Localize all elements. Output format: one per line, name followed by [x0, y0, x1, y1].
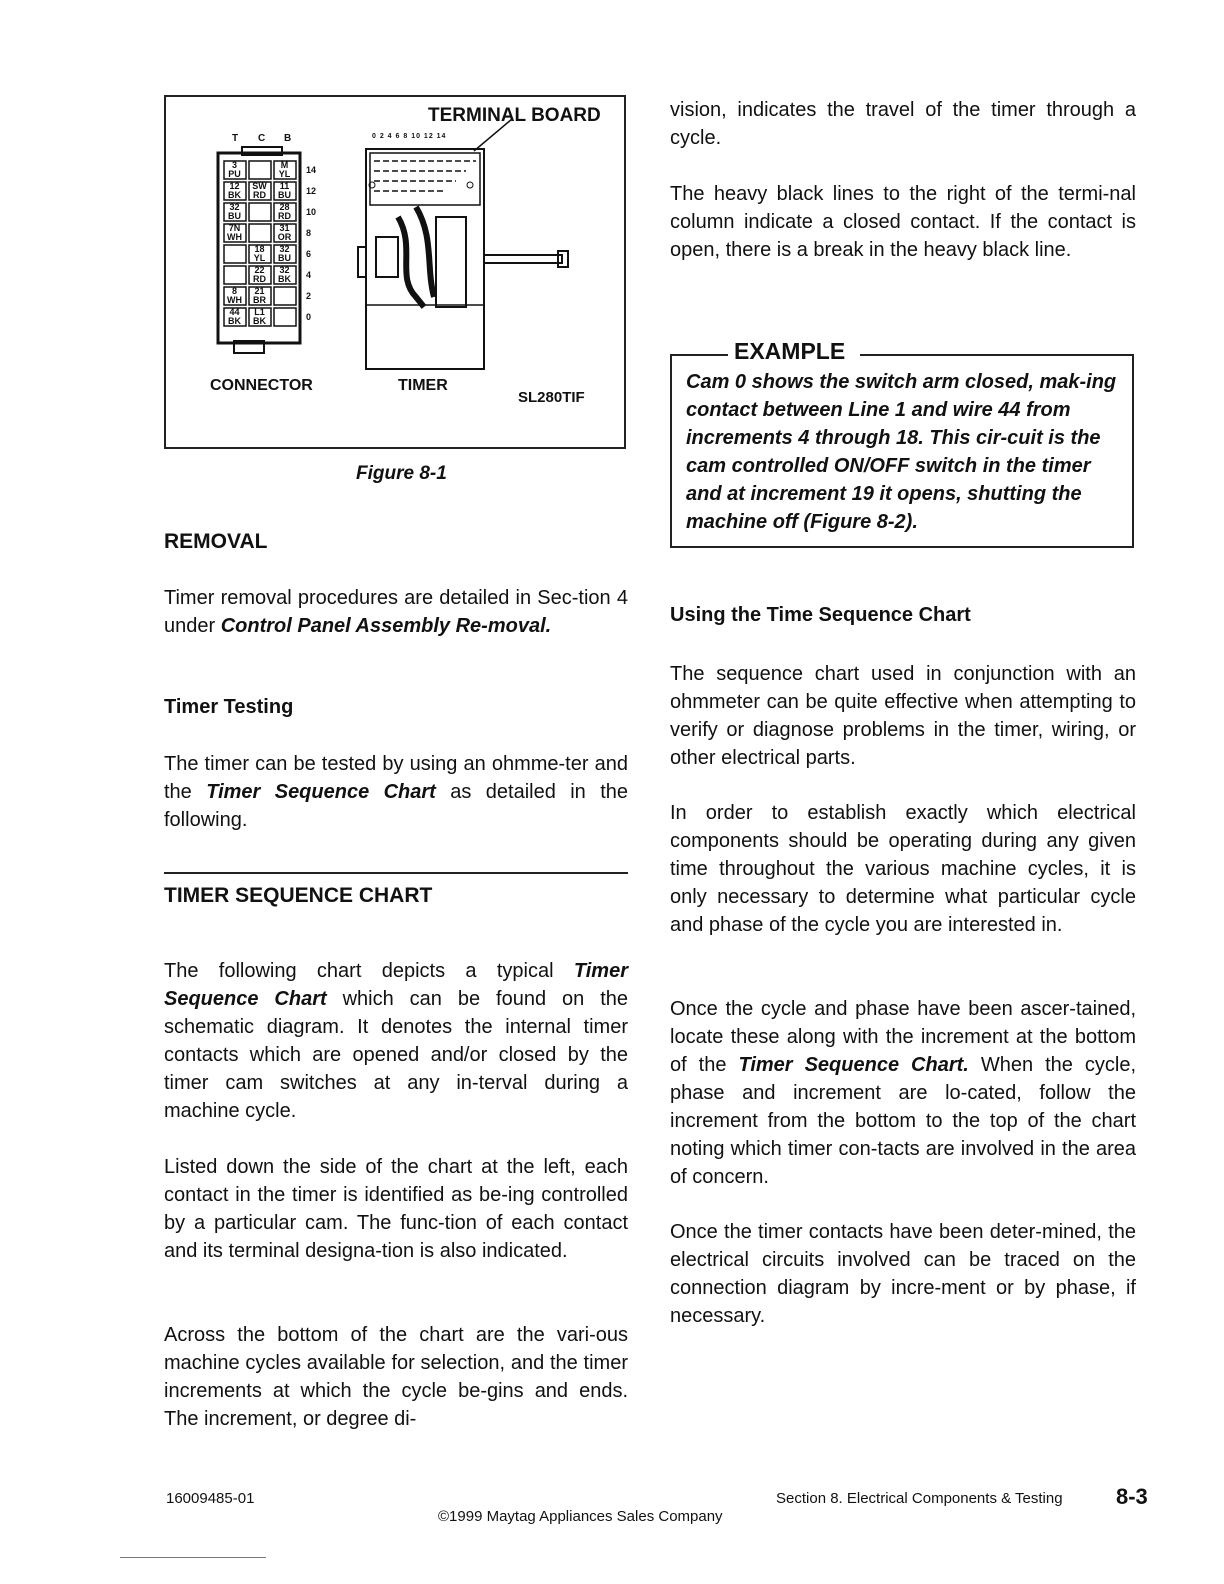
right-p4-emphasis: Timer Sequence Chart.	[738, 1054, 969, 1076]
timer-testing-text-a: The timer can be tested by using an ohmme-ter and the	[164, 753, 628, 803]
connector-cell-label: 12 BK	[228, 181, 241, 200]
connector-cell	[224, 245, 246, 263]
right-paragraph-2: The sequence chart used in conjunction with an ohmmeter can be quite effective when attempting to verify or diagnose problems in the timer, wiring, or other electrical parts.	[670, 663, 1136, 769]
figure-8-1	[164, 95, 626, 449]
connector-cell	[224, 266, 246, 284]
connector-pin-number: 14	[306, 165, 317, 175]
using-chart-heading: Using the Time Sequence Chart	[670, 604, 971, 626]
timer-base	[366, 305, 484, 369]
connector-cell-label: 31 OR	[277, 223, 292, 242]
timer-sequence-chart-heading: TIMER SEQUENCE CHART	[164, 884, 433, 907]
connector-cell-label: 28 RD	[278, 202, 291, 221]
connector-pin-number: 8	[306, 228, 312, 238]
section-divider	[164, 872, 628, 874]
footer-edge-line	[120, 1557, 266, 1558]
figure-code: SL280TIF	[518, 389, 585, 406]
connector-cell-label: 8 WH	[227, 286, 242, 305]
right-p4-text-b: When the cycle, phase and increment are lo-cated, follow the increment from the bottom to the top of the chart noting which timer con-tacts are involved in the area of concern.	[670, 1054, 1136, 1188]
removal-emphasis: Control Panel Assembly Re-moval.	[220, 615, 552, 637]
connector-cell-label: M YL	[278, 160, 291, 179]
right-paragraph-3: In order to establish exactly which electrical components should be operating during any given time throughout the various machine cycles, it is only necessary to determine what particular cycle and phase of the cycle you are interested in.	[670, 802, 1136, 936]
connector-cell-label: L1 BK	[253, 307, 266, 326]
wire-harness-b	[416, 207, 434, 297]
terminal-board-label: TERMINAL BOARD	[428, 105, 601, 126]
connector-cell-label: 44 BK	[228, 307, 241, 326]
copyright: ©1999 Maytag Appliances Sales Company	[438, 1508, 723, 1525]
side-bracket	[358, 247, 366, 277]
connector-cell-label: 32 BU	[278, 244, 291, 263]
removal-heading: REMOVAL	[164, 530, 268, 553]
removal-paragraph	[164, 584, 628, 640]
right-p4-text-a: Once the cycle and phase have been ascer-tained, locate these along with the increment at the bottom of the	[670, 998, 1136, 1076]
footer-section-title: Section 8. Electrical Components & Testing	[776, 1490, 1063, 1507]
terminal-numbers: 0 2 4 6 8 10 12 14	[372, 133, 447, 140]
connector-cell	[249, 161, 271, 179]
terminal-post-right	[467, 182, 473, 188]
connector-cell-label: 7N WH	[227, 223, 242, 242]
connector-cell-label: 21 BR	[253, 286, 266, 305]
right-paragraph-1: The heavy black lines to the right of the termi-nal column indicate a closed contact. If the contact is open, there is a break in the heavy black line.	[670, 183, 1136, 261]
example-top-border-right	[860, 354, 1134, 356]
chart-paragraph-2: Listed down the side of the chart at the left, each contact in the timer is identified as be-ing controlled by a particular cam. The func-tion of each contact and its terminal designa-tion is also indicated.	[164, 1156, 628, 1262]
cam-stack	[436, 217, 466, 307]
figure-caption: Figure 8-1	[356, 463, 447, 484]
connector-cell-label: 3 PU	[228, 160, 241, 179]
page-number: 8-3	[1116, 1484, 1148, 1509]
chart-p1-text-b: which can be found on the schematic diagram. It denotes the internal timer contacts which are opened and/or closed by the timer cam switches at any in-terval during a machine cycle.	[164, 988, 629, 1122]
tcb-label-c: C	[258, 133, 266, 144]
connector-cell-label: SW RD	[252, 181, 267, 200]
timer-testing-paragraph	[164, 750, 628, 834]
timer-testing-heading: Timer Testing	[164, 696, 294, 718]
timer-label: TIMER	[398, 377, 448, 394]
connector-pin-number: 2	[306, 291, 312, 301]
connector-pin-number: 4	[306, 270, 312, 280]
connector-pin-number: 0	[306, 312, 312, 322]
terminal-wires	[374, 161, 476, 191]
timer-testing-text-b: as detailed in the following.	[164, 781, 629, 831]
connector-cell	[274, 287, 296, 305]
timer-shaft	[484, 255, 562, 263]
chart-paragraph-3: Across the bottom of the chart are the vari-ous machine cycles available for selection, and the timer increments at which the cycle be-gins and ends. The increment, or degree di-	[164, 1324, 628, 1430]
right-paragraph-0: vision, indicates the travel of the timer through a cycle.	[670, 99, 1136, 149]
motor-block	[376, 237, 398, 277]
connector-cell-label: 22 RD	[253, 265, 266, 284]
connector-pin-number: 12	[306, 186, 317, 196]
chart-paragraph-1	[164, 957, 628, 1125]
connector-cell	[249, 224, 271, 242]
example-text: Cam 0 shows the switch arm closed, mak-ing contact between Line 1 and wire 44 from increments 4 through 18. This cir-cuit is the cam controlled ON/OFF switch in the timer and at increment 19 it opens, shutting the machine off (Figure 8-2).	[686, 371, 1117, 533]
connector-label: CONNECTOR	[210, 377, 313, 394]
tcb-label-b: B	[284, 133, 292, 144]
wire-harness-a	[398, 217, 424, 307]
connector-cell	[249, 203, 271, 221]
chart-p1-text-a: The following chart depicts a typical	[164, 960, 574, 982]
connector-cell-label: 11 BU	[278, 181, 291, 200]
connector-pin-number: 6	[306, 249, 312, 259]
right-paragraph-5: Once the timer contacts have been deter-mined, the electrical circuits involved can be traced on the connection diagram by incre-ment or by phase, if necessary.	[670, 1221, 1136, 1327]
connector-cell-label: 32 BU	[228, 202, 241, 221]
connector-pin-number: 10	[306, 207, 317, 217]
connector-cell-label: 18 YL	[253, 244, 266, 263]
connector-cell	[274, 308, 296, 326]
chart-p1-emphasis: Timer Sequence Chart	[164, 960, 628, 1010]
right-paragraph-4	[670, 995, 1136, 1191]
example-title: EXAMPLE	[734, 338, 846, 364]
timer-testing-emphasis: Timer Sequence Chart	[206, 781, 436, 803]
document-number: 16009485-01	[166, 1490, 255, 1507]
tcb-label-t: T	[232, 133, 239, 144]
connector-cell-label: 32 BK	[278, 265, 291, 284]
removal-text: Timer removal procedures are detailed in Sec-tion 4 under	[164, 587, 628, 637]
example-top-border-left	[670, 354, 728, 356]
